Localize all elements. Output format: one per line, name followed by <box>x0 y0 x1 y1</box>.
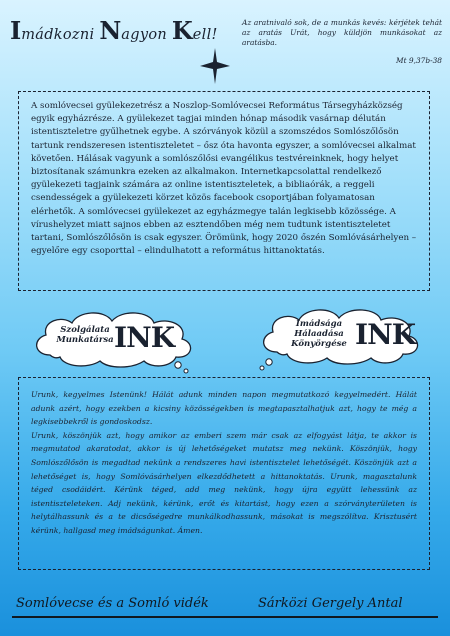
title-initial-3: K <box>171 16 193 45</box>
cloud-left-line1: Szolgálata <box>60 325 110 335</box>
title-word-3: ell! <box>192 27 218 43</box>
cloud-right <box>255 300 425 375</box>
footer-divider <box>12 616 438 618</box>
title-word-1: mádkozni <box>21 27 100 43</box>
title-initial-2: N <box>99 16 122 45</box>
star-icon <box>200 48 230 84</box>
cloud-left <box>28 305 198 375</box>
verse-text: Az aratnivaló sok, de a munkás kevés: kérjétek tehát az aratás Urát, hogy küldjön munkásokat az aratásba. <box>242 18 442 47</box>
footer-left-text: Somlóvecse és a Somló vidék <box>16 596 209 611</box>
cloud-right-line1: Imádsága <box>295 319 343 329</box>
footer-author: Sárközi Gergely Antal <box>258 596 403 611</box>
prayer-box <box>18 377 430 570</box>
verse-reference: Mt 9,37b-38 <box>396 55 442 65</box>
cloud-right-label <box>283 319 355 349</box>
cloud-left-ink: INK <box>114 321 175 354</box>
cloud-left-label <box>50 325 120 345</box>
cloud-right-line2: Hálaadása <box>294 329 344 339</box>
intro-box <box>18 91 430 291</box>
page-title <box>10 16 216 45</box>
title-word-2: agyon <box>121 27 172 43</box>
title-initial-1: I <box>10 16 22 45</box>
cloud-right-line3: Könyörgése <box>291 339 347 349</box>
bible-verse <box>242 18 442 66</box>
prayer-paragraph-2: Urunk, köszönjük azt, hogy amikor az emberi szem már csak az elfogyást látja, te akkor is megmutatod akaratodat, akkor is új lehetőségeket mutatsz meg nekünk. Köszönjük, hogy Somlószőlősön is megadtad nekünk a rendszeres havi istentisztelet lehetőségét. Köszönjük azt a lehetőséget is, hogy Somlóvásárhelyen elkezdődhetett a hittanoktatás. Urunk, magasztalunk téged csodáidért. Kérünk téged, add meg nekünk, hogy újra együtt lehessünk az istentiszteleteken. Adj nekünk, kérünk, erőt és kitartást, hogy ezen a szórványterületen is helytálhassunk és a te dicsőségedre munkálkodhassunk, másokat is megszólítva. Krisztusért kérünk, hallgasd meg imádságunkat. Ámen. <box>31 430 417 535</box>
prayer-paragraph-1: Urunk, kegyelmes Istenünk! Hálát adunk minden napon megmutatkozó kegyelmedért. Hálát adunk azért, hogy ezekben a kicsiny közösségekben is megtapasztalhatjuk azt, hogy te még a legkisebbekről is gondoskodsz. <box>31 390 417 427</box>
cloud-left-line2: Munkatársa <box>56 335 114 345</box>
cloud-right-ink: INK <box>355 318 416 351</box>
intro-text: A somlóvecsei gyülekezetrész a Noszlop-Somlóvecsei Református Társegyházközség egyik egyházrésze. A gyülekezet tagjai minden hónap második vasárnap délután istentiszteletre gyűlhetnek egybe. A szórványok közül a szomszédos Somlószőlősön tartunk rendszeresen istentiszteletet – ősz óta havonta egyszer, a somlóvecsei alkalmat követően. Hálásak vagyunk a somlószőlősi evangélikus testvéreinknek, hogy helyet biztosítanak számunkra ezeken az alkalmakon. Internetkapcsolattal rendelkező gyülekezeti tagjaink számára az online istentiszteletek, a bibliaórák, a reggeli csendességek a gyülekezeti körzet közös facebook csoportjában folyamatosan elérhetők. A somlóvecsei gyülekezet az egyházmegye talán legkisebb közössége. A vírushelyzet miatt sajnos ebben az esztendőben még nem tudtunk istentiszteletet tartani, Somlószőlősön is csak egyszer. Örömünk, hogy 2020 őszén Somlóvásárhelyen – egyelőre egy csoporttal – elindulhatott a református hittanoktatás. <box>31 101 417 257</box>
